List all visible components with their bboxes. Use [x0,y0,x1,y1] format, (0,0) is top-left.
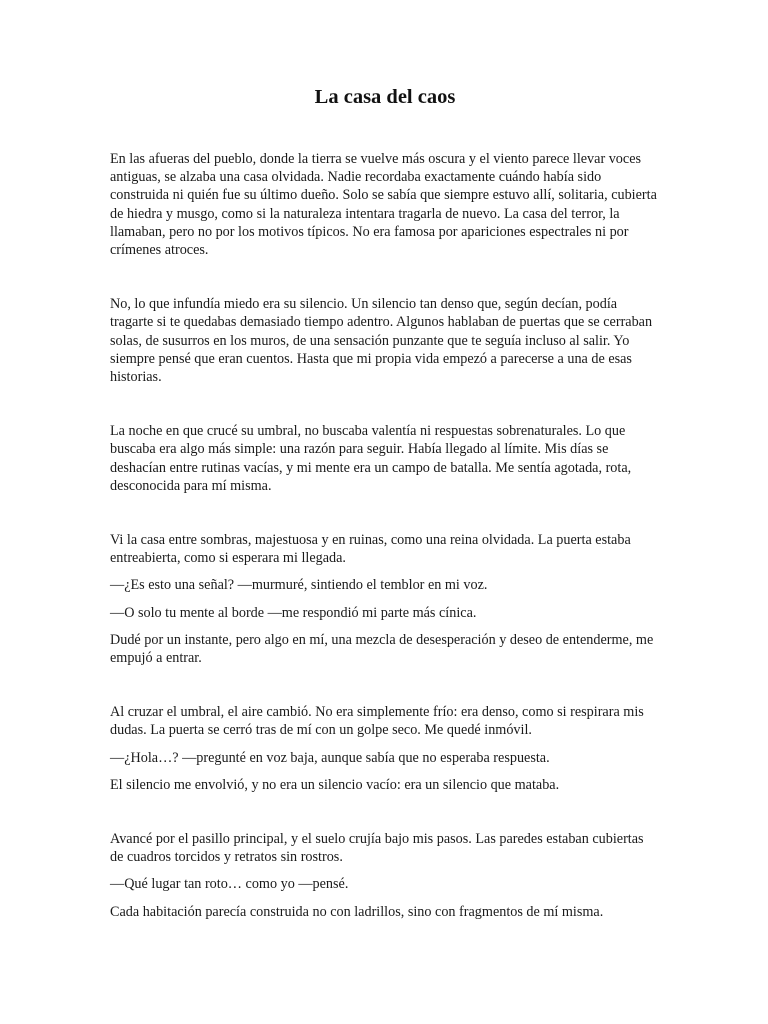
paragraph: Cada habitación parecía construida no con ladrillos, sino con fragmentos de mí misma. [110,903,604,920]
paragraph: Dudé por un instante, pero algo en mí, una mezcla de desesperación y deseo de entenderme, me empujó a entrar. [110,631,654,667]
paragraph: La noche en que crucé su umbral, no buscaba valentía ni respuestas sobrenaturales. Lo que buscaba era algo más simple: una razón para seguir. Había llegado al límite. Mis días se deshacían entre rutinas vacías, y mi mente era un campo de batalla. Me sentía agotada, rota, desconocida para mí misma. [110,423,632,494]
paragraph: Al cruzar el umbral, el aire cambió. No era simplemente frío: era denso, como si respirara mis dudas. La puerta se cerró tras de mí con un golpe seco. Me quedé inmóvil. [110,704,644,739]
dialogue-line: —O solo tu mente al borde —me respondió mi parte más cínica. [110,604,477,621]
dialogue-line: —¿Hola…? —pregunté en voz baja, aunque sabía que no esperaba respuesta. [110,749,550,766]
paragraph: El silencio me envolvió, y no era un silencio vacío: era un silencio que mataba. [110,776,560,793]
paragraph: No, lo que infundía miedo era su silencio. Un silencio tan denso que, según decían, podía tragarte si te quedabas demasiado tiempo adentro. Algunos hablaban de puertas que se cerraban solas, de susurros en los muros, de una sensación punzante que te seguía incluso al salir. Yo siempre pensé que eran cuentos. Hasta que mi propia vida empezó a parecerse a una de esas historias. [110,296,653,386]
document-title: La casa del caos [314,86,456,108]
paragraph: Avancé por el pasillo principal, y el suelo crujía bajo mis pasos. Las paredes estaban cubiertas de cuadros torcidos y retratos sin rostros. [110,831,644,866]
dialogue-line: —Qué lugar tan roto… como yo —pensé. [110,876,349,893]
paragraph: En las afueras del pueblo, donde la tierra se vuelve más oscura y el viento parece llevar voces antiguas, se alzaba una casa olvidada. Nadie recordaba exactamente cuándo había sido construida ni quién fue su último dueño. Solo se sabía que siempre estuvo allí, solitaria, cubierta de hiedra y musgo, como si la naturaleza intentara tragarla de nuevo. La casa del terror, la llamaban, pero no por los motivos típicos. No era famosa por apariciones espectrales ni por crímenes atroces. [110,151,657,259]
dialogue-line: —¿Es esto una señal? —murmuré, sintiendo el temblor en mi voz. [110,577,488,594]
document-body [110,150,660,930]
paragraph: Vi la casa entre sombras, majestuosa y en ruinas, como una reina olvidada. La puerta estaba entreabierta, como si esperara mi llegada. [110,532,631,567]
